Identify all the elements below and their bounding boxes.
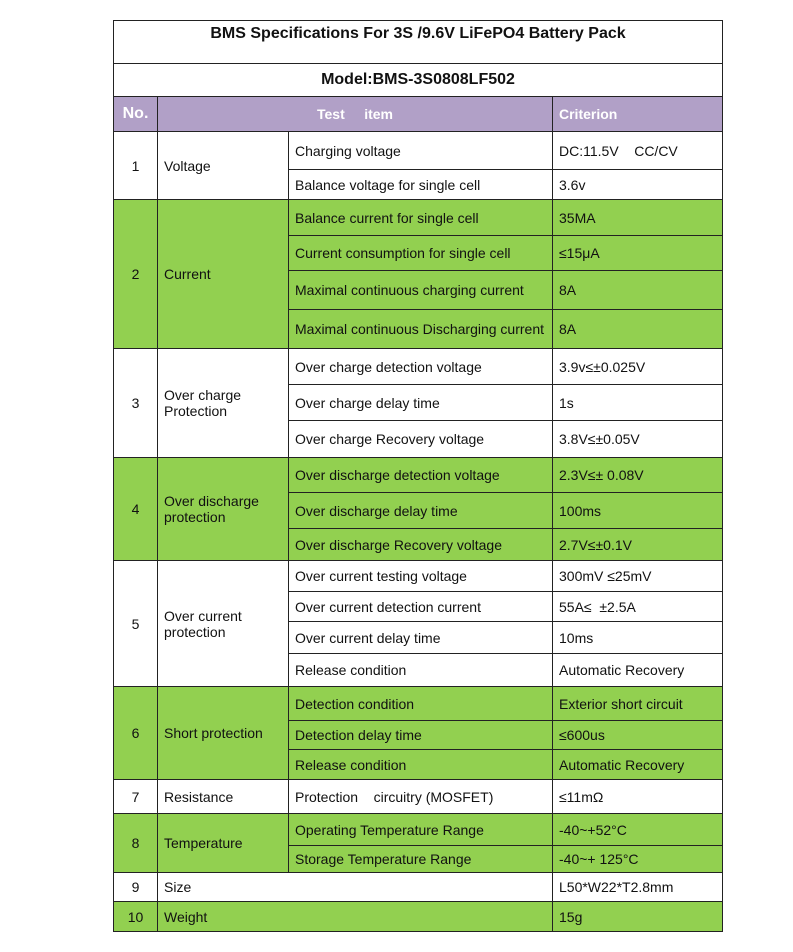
table-row xyxy=(114,780,723,814)
item-name: Over charge Protection xyxy=(158,349,289,458)
item-number: 8 xyxy=(114,814,158,873)
criterion-value: 8A xyxy=(553,271,723,310)
criterion-value: 55A≤ ±2.5A xyxy=(553,592,723,622)
item-number: 7 xyxy=(114,780,158,814)
item-number: 5 xyxy=(114,561,158,687)
criterion-value: ≤600us xyxy=(553,721,723,750)
sub-item: Maximal continuous charging current xyxy=(289,271,553,310)
criterion-value: Exterior short circuit xyxy=(553,687,723,721)
sub-item: Maximal continuous Discharging current xyxy=(289,310,553,349)
header-criterion: Criterion xyxy=(553,97,723,132)
sub-item: Charging voltage xyxy=(289,132,553,170)
criterion-value: 8A xyxy=(553,310,723,349)
item-number: 2 xyxy=(114,200,158,349)
item-name: Weight xyxy=(158,902,553,932)
item-name: Size xyxy=(158,873,553,902)
table-row xyxy=(114,132,723,170)
sub-item: Over discharge delay time xyxy=(289,493,553,529)
criterion-value: -40~+52°C xyxy=(553,814,723,846)
table-row xyxy=(114,687,723,721)
item-name: Voltage xyxy=(158,132,289,200)
criterion-value: Automatic Recovery xyxy=(553,750,723,780)
sub-item: Balance current for single cell xyxy=(289,200,553,236)
criterion-value: 2.7V≤±0.1V xyxy=(553,529,723,561)
item-number: 10 xyxy=(114,902,158,932)
table-row xyxy=(114,902,723,932)
model-name: Model:BMS-3S0808LF502 xyxy=(114,64,723,97)
sub-item: Protection circuitry (MOSFET) xyxy=(289,780,553,814)
sub-item: Release condition xyxy=(289,750,553,780)
bms-spec-table xyxy=(113,20,723,932)
table-row xyxy=(114,814,723,846)
item-name: Over current protection xyxy=(158,561,289,687)
criterion-value: Automatic Recovery xyxy=(553,654,723,687)
table-row xyxy=(114,458,723,493)
sub-item: Over charge Recovery voltage xyxy=(289,421,553,458)
item-name: Resistance xyxy=(158,780,289,814)
item-number: 4 xyxy=(114,458,158,561)
criterion-value: L50*W22*T2.8mm xyxy=(553,873,723,902)
sub-item: Detection condition xyxy=(289,687,553,721)
criterion-value: 3.8V≤±0.05V xyxy=(553,421,723,458)
header-test-item: Test item xyxy=(158,97,553,132)
sub-item: Over discharge detection voltage xyxy=(289,458,553,493)
criterion-value: 35MA xyxy=(553,200,723,236)
table-row xyxy=(114,200,723,236)
criterion-value: ≤11mΩ xyxy=(553,780,723,814)
item-number: 3 xyxy=(114,349,158,458)
criterion-value: 15g xyxy=(553,902,723,932)
item-number: 6 xyxy=(114,687,158,780)
sub-item: Operating Temperature Range xyxy=(289,814,553,846)
header-no: No. xyxy=(114,97,158,132)
item-number: 1 xyxy=(114,132,158,200)
table-title: BMS Specifications For 3S /9.6V LiFePO4 Battery Pack xyxy=(114,21,723,64)
sub-item: Over charge detection voltage xyxy=(289,349,553,385)
sub-item: Over discharge Recovery voltage xyxy=(289,529,553,561)
sub-item: Over current testing voltage xyxy=(289,561,553,592)
criterion-value: 1s xyxy=(553,385,723,421)
sub-item: Balance voltage for single cell xyxy=(289,170,553,200)
table-row xyxy=(114,873,723,902)
criterion-value: ≤15μA xyxy=(553,236,723,271)
table-row xyxy=(114,349,723,385)
sub-item: Over current detection current xyxy=(289,592,553,622)
criterion-value: 3.6v xyxy=(553,170,723,200)
sub-item: Current consumption for single cell xyxy=(289,236,553,271)
sub-item: Detection delay time xyxy=(289,721,553,750)
criterion-value: 300mV ≤25mV xyxy=(553,561,723,592)
criterion-value: -40~+ 125°C xyxy=(553,846,723,873)
sub-item: Over current delay time xyxy=(289,622,553,654)
item-name: Short protection xyxy=(158,687,289,780)
criterion-value: DC:11.5V CC/CV xyxy=(553,132,723,170)
sub-item: Storage Temperature Range xyxy=(289,846,553,873)
sub-item: Release condition xyxy=(289,654,553,687)
item-number: 9 xyxy=(114,873,158,902)
criterion-value: 2.3V≤± 0.08V xyxy=(553,458,723,493)
table-row xyxy=(114,561,723,592)
item-name: Temperature xyxy=(158,814,289,873)
criterion-value: 10ms xyxy=(553,622,723,654)
criterion-value: 100ms xyxy=(553,493,723,529)
sub-item: Over charge delay time xyxy=(289,385,553,421)
item-name: Current xyxy=(158,200,289,349)
item-name: Over discharge protection xyxy=(158,458,289,561)
criterion-value: 3.9v≤±0.025V xyxy=(553,349,723,385)
